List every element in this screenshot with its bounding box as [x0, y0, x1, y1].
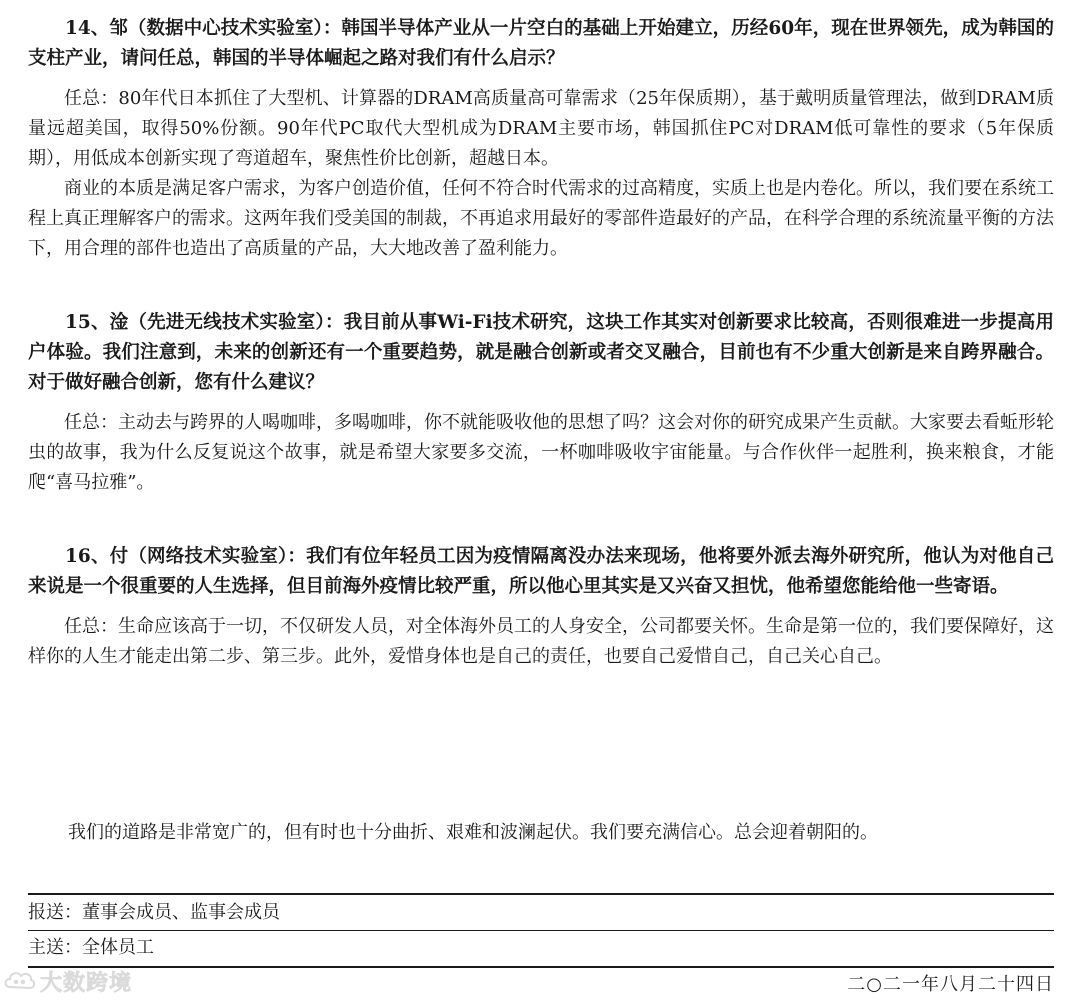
document-date: 二○二一年八月二十四日 [847, 974, 1054, 995]
section-spacer [28, 264, 1054, 308]
question-14: 14、邹（数据中心技术实验室）：韩国半导体产业从一片空白的基础上开始建立，历经60年，现在世界领先，成为韩国的支柱产业，请问任总，韩国的半导体崛起之路对我们有什么启示？ [28, 18, 1054, 69]
question-16: 16、付（网络技术实验室）：我们有位年轻员工因为疫情隔离没办法来现场，他将要外派去海外研究所，他认为对他自己来说是一个很重要的人生选择，但目前海外疫情比较严重，所以他心里其实是又兴奋又担忧，他希望您能给他一些寄语。 [28, 546, 1054, 597]
answer-15 [28, 408, 1054, 498]
footer-divider-middle [28, 930, 1054, 931]
answer-14 [28, 84, 1054, 264]
answer-paragraph: 任总：生命应该高于一切，不仅研发人员，对全体海外员工的人身安全，公司都要关怀。生命是第一位的，我们要保障好，这样你的人生才能走出第二步、第三步。此外，爱惜身体也是自己的责任，也要自己爱惜自己，自己关心自己。 [28, 616, 1054, 667]
footer-report-to: 报送：董事会成员、监事会成员 [28, 902, 280, 923]
answer-16 [28, 612, 1054, 672]
footer-divider-top [28, 893, 1054, 895]
cloud-logo-icon [2, 967, 36, 997]
question-15: 15、淦（先进无线技术实验室）：我目前从事Wi-Fi技术研究，这块工作其实对创新要求比较高，否则很难进一步提高用户体验。我们注意到，未来的创新还有一个重要趋势，就是融合创新或者交叉融合，目前也有不少重大创新是来自跨界融合。对于做好融合创新，您有什么建议？ [28, 312, 1054, 393]
footer-divider-bottom [28, 966, 1054, 968]
footer-send-to: 主送：全体员工 [28, 937, 154, 958]
answer-paragraph: 任总：80年代日本抓住了大型机、计算器的DRAM高质量高可靠需求（25年保质期），基于戴明质量管理法，做到DRAM质量远超美国，取得50%份额。90年代PC取代大型机成为DRAM主要市场，韩国抓住PC对DRAM低可靠性的要求（5年保质期），用低成本创新实现了弯道超车，聚焦性价比创新，超越日本。 [28, 88, 1054, 169]
section-spacer [28, 498, 1054, 542]
document-body [28, 14, 1054, 672]
answer-paragraph: 任总：主动去与跨界的人喝咖啡，多喝咖啡，你不就能吸收他的思想了吗？这会对你的研究成果产生贡献。大家要去看蚯形轮虫的故事，我为什么反复说这个故事，就是希望大家要多交流，一杯咖啡吸收宇宙能量。与合作伙伴一起胜利，换来粮食，才能爬“喜马拉雅”。 [28, 412, 1054, 493]
closing-statement: 我们的道路是非常宽广的，但有时也十分曲折、艰难和波澜起伏。我们要充满信心。总会迎着朝阳的。 [68, 822, 878, 843]
answer-paragraph: 商业的本质是满足客户需求，为客户创造价值，任何不符合时代需求的过高精度，实质上也是内卷化。所以，我们要在系统工程上真正理解客户的需求。这两年我们受美国的制裁，不再追求用最好的零部件造最好的产品，在科学合理的系统流量平衡的方法下，用合理的部件也造出了高质量的产品，大大地改善了盈利能力。 [28, 178, 1054, 259]
watermark-text: 大数跨境 [40, 971, 133, 996]
watermark [2, 966, 132, 997]
